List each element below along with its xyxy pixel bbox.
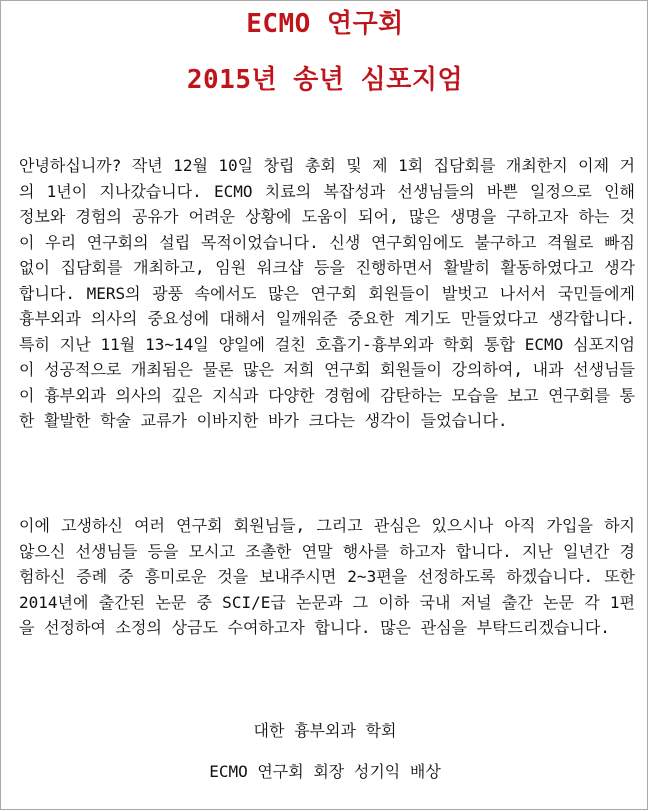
signature-organization: 대한 흉부외과 학회 <box>253 721 397 740</box>
paragraph-2: 이에 고생하신 여러 연구회 회원님들, 그리고 관심은 있으시나 아직 가입을 하지 않으신 선생님들 등을 모시고 조촐한 연말 행사를 하고자 합니다. 지난 일년간 경험하신 증례 중 흥미로운 것을 보내주시면 2~3편을 선정하도록 하겠습니다. 또한 2014년에 출간된 논문 중 SCI/E급 논문과 그 이하 국내 저널 출간 논문 각 1편을 선정하여 소정의 상금도 수여하고자 합니다. 많은 관심을 부탁드리겠습니다. <box>19 516 635 637</box>
title-line-2: 2015년 송년 심포지엄 <box>186 65 464 95</box>
paragraph-1: 안녕하십니까? 작년 12월 10일 창립 총회 및 제 1회 집담회를 개최한지 이제 거의 1년이 지나갔습니다. ECMO 치료의 복잡성과 선생님들의 바쁜 일정으로 인해 정보와 경험의 공유가 어려운 상황에 도움이 되어, 많은 생명을 구하고자 하는 것이 우리 연구회의 설립 목적이었습니다. 신생 연구회임에도 불구하고 격월로 빠짐없이 집담회를 개최하고, 임원 워크샵 등을 진행하면서 활발히 활동하였다고 생각합니다. MERS의 광풍 속에서도 많은 연구회 회원들이 발벗고 나서서 국민들에게 흉부외과 의사의 중요성에 대해서 일깨워준 중요한 계기도 만들었다고 생각합니다. 특히 지난 11월 13~14일 양일에 걸친 호흡기-흉부외과 학회 통합 ECMO 심포지엄이 성공적으로 개최됨은 물론 많은 저희 연구회 회원들이 강의하여, 내과 선생님들이 흉부외과 의사의 깊은 지식과 다양한 경험에 감탄하는 모습을 보고 연구회를 통한 활발한 학술 교류가 이바지한 바가 크다는 생각이 들었습니다. <box>19 156 636 430</box>
signature-name: ECMO 연구회 회장 성기익 배상 <box>209 762 441 781</box>
title-line-1: ECMO 연구회 <box>246 9 404 39</box>
